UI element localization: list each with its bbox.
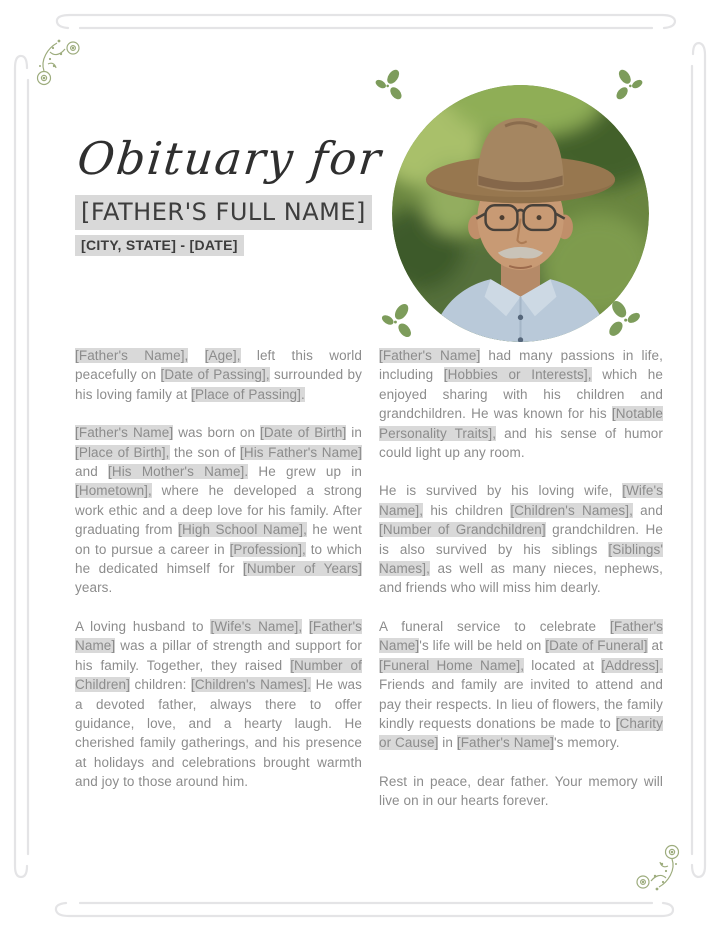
leaf-sprig-icon [604, 299, 643, 339]
placeholder-token: [Number of Grandchildren] [379, 522, 546, 538]
body-text: and [632, 502, 663, 518]
body-text: 's life will be held on [419, 638, 546, 654]
body-text: which he enjoyed sharing with his children and grandchildren. He was known for his [379, 367, 663, 422]
body-text: Rest in peace, dear father. Your memory will live on in our hearts forever. [379, 773, 663, 809]
placeholder-token: [Father's Name] [75, 618, 363, 654]
body-text: his children [423, 502, 511, 518]
body-text: as well as many nieces, nephews, and friends who will miss him dearly. [379, 561, 663, 596]
header-block [75, 132, 395, 256]
paragraph [75, 423, 362, 598]
paragraph [379, 346, 663, 462]
placeholder-token: [Father's Name] [379, 618, 663, 654]
placeholder-token: [Father's Name], [75, 348, 189, 363]
placeholder-token: [Place of Birth], [75, 444, 170, 460]
placeholder-token: [High School Name], [178, 522, 307, 538]
placeholder-token: [Address]. [601, 657, 663, 673]
leaf-sprig-icon [379, 302, 416, 340]
placeholder-token: [Hobbies or Interests], [443, 367, 592, 383]
city-date-subtitle [75, 235, 395, 256]
body-text: A funeral service to celebrate [379, 618, 610, 634]
placeholder-token: [Father's Name] [75, 425, 174, 441]
floral-flourish-icon [28, 36, 86, 92]
placeholder-token: [Date of Birth] [260, 425, 347, 441]
placeholder-token: [His Mother's Name]. [108, 464, 249, 480]
frame-top-outer [57, 15, 675, 28]
placeholder-token: [Date of Passing], [160, 367, 270, 383]
placeholder-token: [Hometown], [75, 483, 152, 499]
body-text [302, 619, 309, 634]
body-text: He is survived by his loving wife, [379, 483, 623, 499]
body-text: grandchildren. He is also survived by his siblings [379, 522, 663, 557]
placeholder-token: [Siblings' Names], [379, 541, 663, 577]
shirt-button [518, 315, 523, 320]
body-text: 's memory. [553, 735, 620, 751]
placeholder-token: [Father's Name] [379, 348, 481, 363]
body-text: and his sense of humor could light up any room. [379, 425, 663, 461]
placeholder-token: [Place of Passing]. [191, 386, 305, 402]
body-text: years. [75, 580, 113, 596]
placeholder-token: [Wife's Name], [210, 618, 303, 634]
body-text: in [438, 735, 457, 751]
placeholder-token: [Charity or Cause] [379, 715, 663, 751]
script-title: Obituary for [75, 132, 386, 185]
body-text: he went on to pursue a career in [75, 522, 362, 557]
father-name-text: [FATHER'S FULL NAME] [75, 195, 372, 230]
floral-flourish-icon [630, 838, 688, 894]
placeholder-token: [His Father's Name] [240, 444, 363, 460]
body-text: in [346, 425, 363, 441]
body-text: where he developed a strong work ethic and a deep love for his family. After graduating from [75, 483, 362, 538]
body-text: left this world peacefully on [75, 348, 362, 383]
placeholder-token: [Funeral Home Name], [379, 657, 525, 673]
body-text: had many passions in life, including [379, 348, 663, 383]
body-text: He was a devoted father, always there to offer guidance, love, and a hearty laugh. He cherished family gatherings, and his presence at holidays and celebrations brought warmth and joy to those around him. [75, 677, 362, 790]
body-text: located at [524, 657, 602, 673]
frame-right-outer [692, 43, 705, 877]
body-text: to which he dedicated himself for [75, 541, 362, 577]
body-text: He grew up in [248, 464, 362, 480]
paragraph [75, 617, 362, 792]
body-text: surrounded by his loving family at [75, 367, 362, 402]
paragraph [75, 346, 362, 404]
body-text: at [647, 638, 663, 654]
body-text: was a pillar of strength and support for his family. Together, they raised [75, 638, 362, 673]
father-name-heading [75, 195, 395, 230]
placeholder-token: [Date of Funeral] [545, 638, 648, 654]
obituary-body [75, 346, 663, 830]
body-text: was born on [173, 425, 261, 441]
placeholder-token: [Number of Children] [75, 657, 362, 693]
body-text: Friends and family are invited to attend and pay their respects. In lieu of flowers, the family kindly requests donations be made to [379, 677, 663, 731]
column-left [75, 346, 362, 830]
city-date-text: [CITY, STATE] - [DATE] [75, 235, 244, 256]
placeholder-token: [Children's Names]. [191, 677, 312, 693]
placeholder-token: [Profession], [229, 541, 306, 557]
frame-bottom-outer [56, 903, 673, 916]
body-text: the son of [169, 444, 240, 460]
leaf-sprig-icon [612, 68, 645, 102]
placeholder-token: [Number of Years] [243, 561, 362, 577]
placeholder-token: [Father's Name] [456, 735, 554, 751]
body-text: A loving husband to [75, 618, 211, 634]
frame-left-outer [15, 56, 27, 877]
body-text: and [75, 464, 108, 480]
placeholder-token: [Notable Personality Traits], [379, 406, 663, 441]
paragraph [379, 481, 663, 597]
placeholder-token: [Wife's Name], [379, 483, 663, 518]
placeholder-token: [Children's Names], [510, 502, 633, 518]
paragraph [379, 772, 663, 811]
body-text: children: [129, 677, 192, 693]
column-right [379, 346, 663, 830]
body-text [188, 348, 204, 363]
leaf-sprig-icon [373, 68, 406, 102]
placeholder-token: [Age], [204, 348, 241, 363]
paragraph [379, 617, 663, 753]
